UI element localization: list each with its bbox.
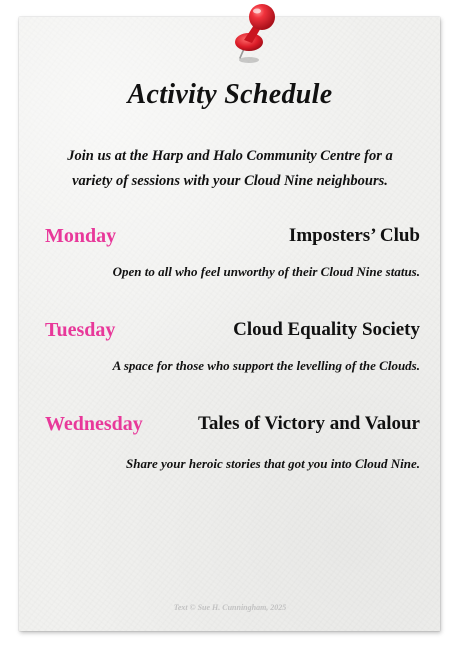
push-pin-icon xyxy=(222,0,282,66)
wednesday-event-description: Share your heroic stories that got you into Cloud Nine. xyxy=(126,456,420,471)
wednesday-day-label: Wednesday xyxy=(45,413,143,435)
page-title: Activity Schedule xyxy=(127,79,333,110)
monday-event-description: Open to all who feel unworthy of their Cloud Nine status. xyxy=(112,264,420,279)
intro-line-2: variety of sessions with your Cloud Nine neighbours. xyxy=(72,173,388,189)
copyright-credit: Text © Sue H. Cunningham, 2025 xyxy=(173,603,287,612)
wednesday-event-title: Tales of Victory and Valour xyxy=(197,413,420,434)
monday-event-title: Imposters’ Club xyxy=(288,225,420,246)
tuesday-event-title: Cloud Equality Society xyxy=(233,319,420,340)
tuesday-event-description: A space for those who support the levelling of the Clouds. xyxy=(112,358,420,373)
intro-line-1: Join us at the Harp and Halo Community Centre for a xyxy=(67,148,393,164)
monday-day-label: Monday xyxy=(45,225,117,247)
tuesday-day-label: Tuesday xyxy=(45,319,116,341)
